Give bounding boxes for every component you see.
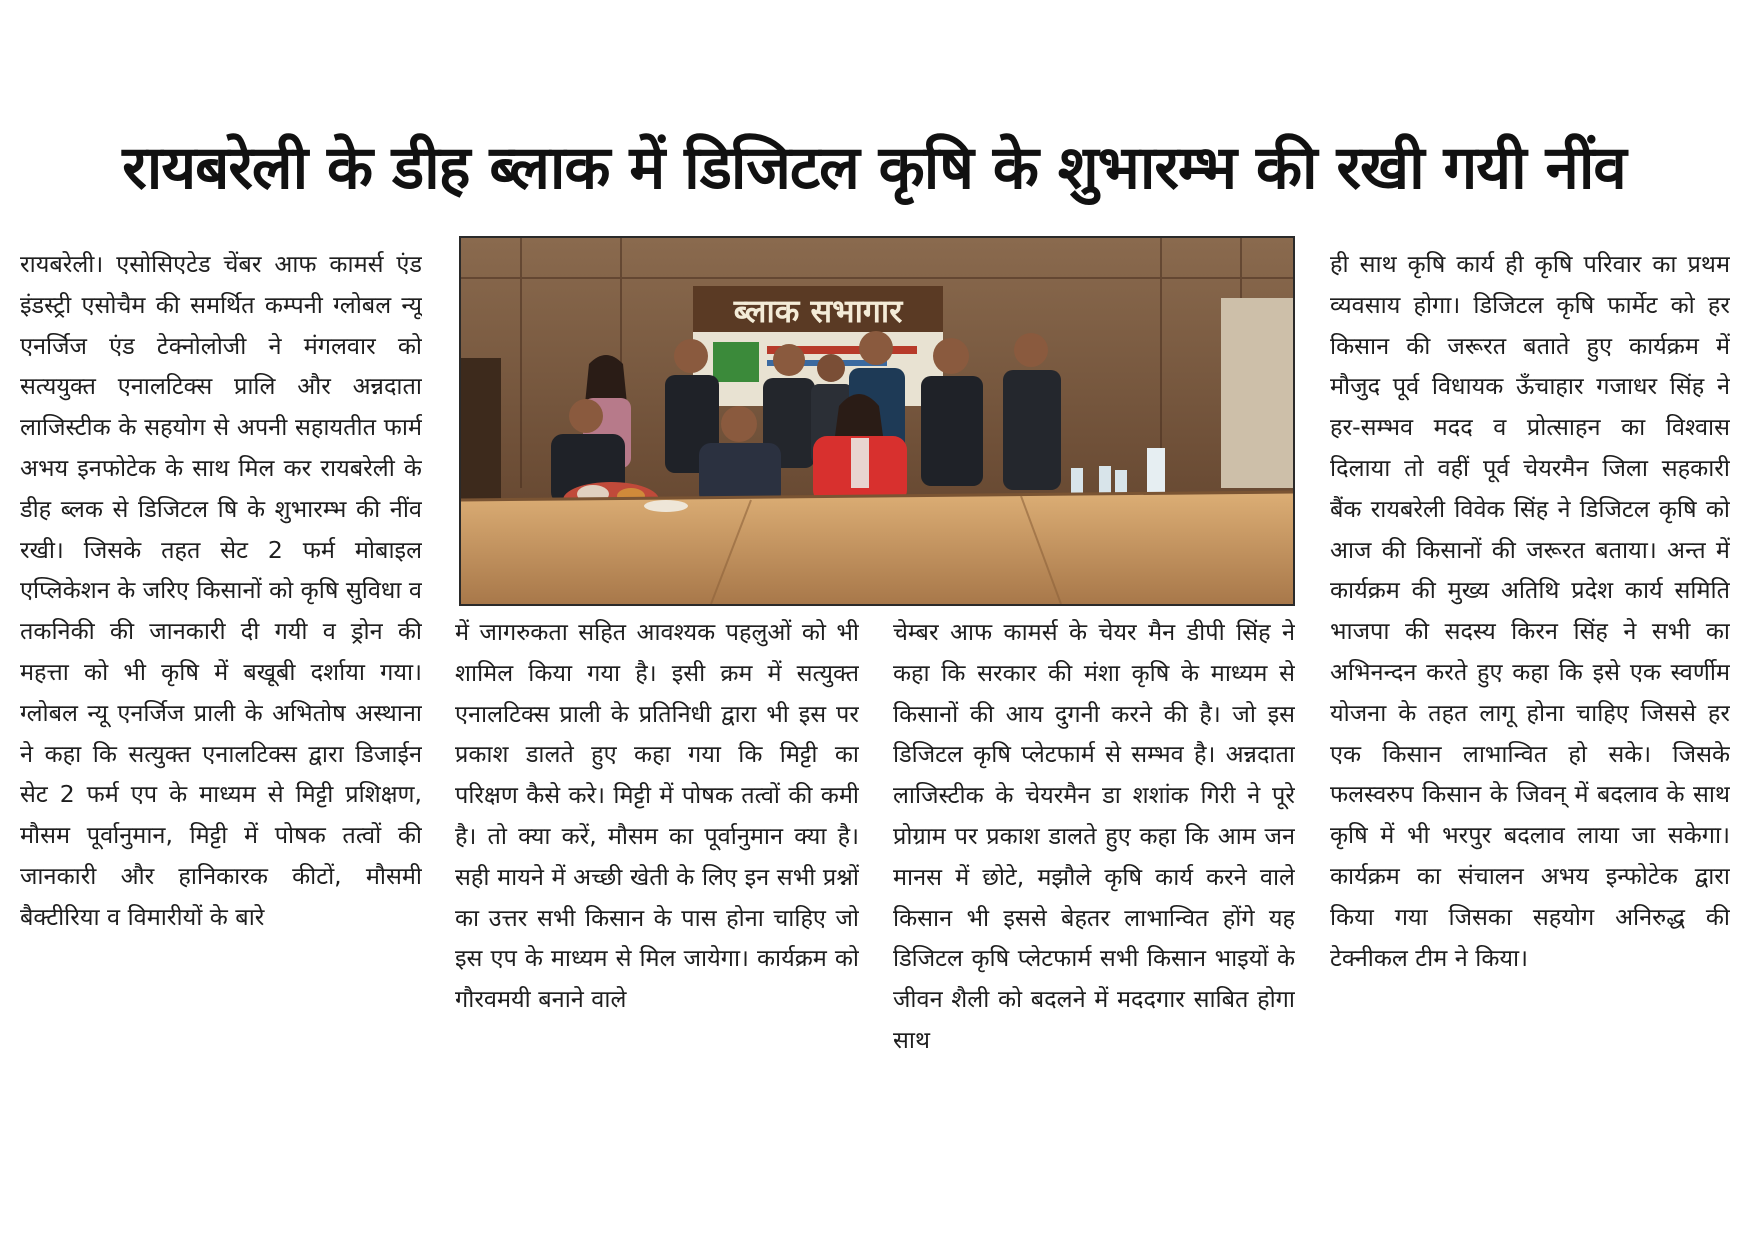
article-column-4: ही साथ कृषि कार्य ही कृषि परिवार का प्रथम व्यवसाय होगा। डिजिटल कृषि फार्मेट को हर किसान की जरूरत बताते हुए कार्यक्रम में मौजुद पूर्व विधायक ऊँचाहार गजाधर सिंह ने हर-सम्भव मदद व प्रोत्साहन का विश्वास दिलाया तो वहीं पूर्व चेयरमैन जिला सहकारी बैंक रायबरेली विवेक सिंह ने डिजिटल कृषि को आज की किसानों की जरूरत बताया। अन्त में कार्यक्रम की मुख्य अतिथि प्रदेश कार्य समिति भाजपा की सदस्य किरन सिंह ने सभी का अभिनन्दन करते हुए कहा कि इसे एक स्वर्णीम योजना के तहत लागू होना चाहिए जिससे हर एक किसान लाभान्वित हो सके। जिसके फलस्वरुप किसान के जिवन् में बदलाव के साथ कृषि में भी भरपुर बदलाव लाया जा सकेगा। कार्यक्रम का संचालन अभय इन्फोटेक द्वारा किया गया जिसका सहयोग अनिरुद्ध की टेक्नीकल टीम ने किया। (1330, 250, 1730, 972)
article-headline: रायबरेली के डीह ब्लाक में डिजिटल कृषि के शुभारम्भ की रखी गयी नींव (122, 133, 1626, 203)
article-column-3: चेम्बर आफ कामर्स के चेयर मैन डीपी सिंह ने कहा कि सरकार की मंशा कृषि के माध्यम से किसानों की आय दुगनी करने की है। जो इस डिजिटल कृषि प्लेटफार्म से सम्भव है। अन्नदाता लाजिस्टीक के चेयरमैन डा शशांक गिरी ने पूरे प्रोग्राम पर प्रकाश डालते हुए कहा कि आम जन मानस में छोटे, मझौले कृषि कार्य करने वाले किसान भी इससे बेहतर लाभान्वित होंगे यह डिजिटल कृषि प्लेटफार्म सभी किसान भाइयों के जीवन शैली को बदलने में मददगार साबित होगा साथ (893, 618, 1295, 1054)
photo-banner-text: ब्लाक सभागार (733, 292, 903, 330)
article-column-2: में जागरुकता सहित आवश्यक पहलुओं को भी शामिल किया गया है। इसी क्रम में सत्युक्त एनालटिक्स प्राली के प्रतिनिधी द्वारा भी इस पर प्रकाश डालते हुए कहा गया कि मिट्टी का परिक्षण कैसे करे। मिट्टी में पोषक तत्वों की कमी है। तो क्या करें, मौसम का पूर्वानुमान क्या है। सही मायने में अच्छी खेती के लिए इन सभी प्रश्नों का उत्तर सभी किसान के पास होना चाहिए जो इस एप के माध्यम से मिल जायेगा। कार्यक्रम को गौरवमयी बनाने वाले (455, 618, 859, 1014)
article-column-1: रायबरेली। एसोसिएटेड चेंबर आफ कामर्स एंड इंडस्ट्री एसोचैम की समर्थित कम्पनी ग्लोबल न्यू एनर्जिज एंड टेक्नोलोजी ने मंगलवार को सत्ययुक्त एनालटिक्स प्रालि और अन्नदाता लाजिस्टीक के सहयोग से अपनी सहायतीत फार्म अभय इनफोटेक के साथ मिल कर रायबरेली के डीह ब्लक से डिजिटल षि के शुभारम्भ की नींव रखी। जिसके तहत सेट 2 फर्म मोबाइल एप्लिकेशन के जरिए किसानों को कृषि सुविधा व तकनिकी की जानकारी दी गयी व ड्रोन की महत्ता को भी कृषि में बखूबी दर्शाया गया। ग्लोबल न्यू एनर्जिज प्राली के अभितोष अस्थाना ने कहा कि सत्युक्त एनालटिक्स द्वारा डिजाईन सेट 2 फर्म एप के माध्यम से मिट्टी प्रशिक्षण, मौसम पूर्वानुमान, मिट्टी में पोषक तत्वों की जानकारी और हानिकारक कीटों, मौसमी बैक्टीरिया व विमारीयों के बारे (20, 250, 422, 931)
event-photo (459, 236, 1295, 606)
